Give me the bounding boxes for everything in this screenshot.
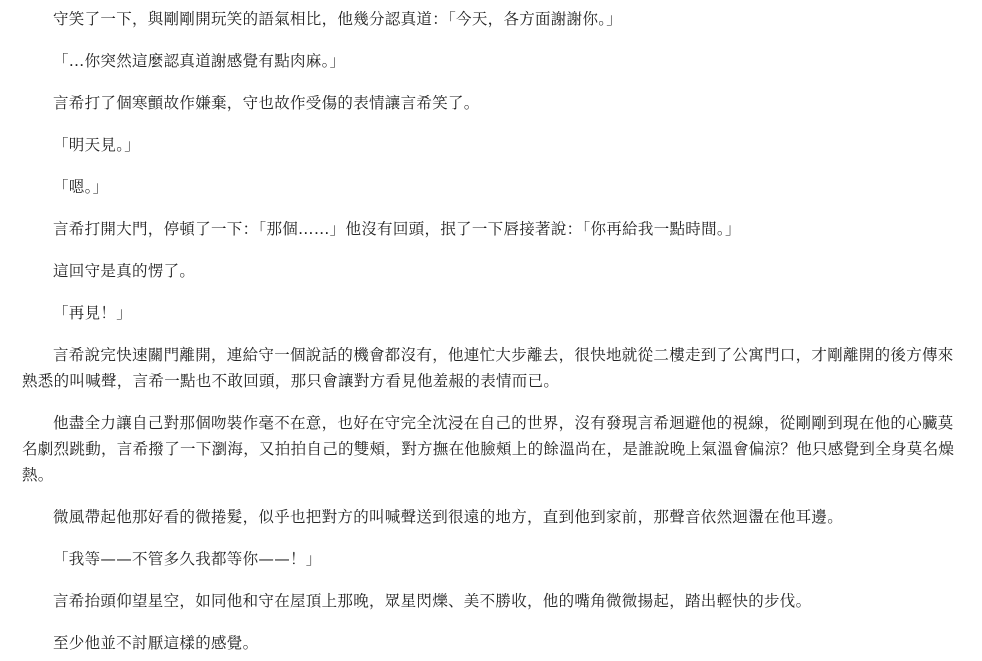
paragraph-6: 言希打開大門，停頓了一下：「那個……」他沒有回頭，抿了一下唇接著說：「你再給我一點時間。」	[53, 220, 741, 238]
paragraph-12: 「我等——不管多久我都等你——！」	[53, 550, 322, 568]
paragraph-2: 「…你突然這麼認真道謝感覺有點肉麻。」	[53, 52, 346, 70]
paragraph-14: 至少他並不討厭這樣的感覺。	[53, 634, 259, 652]
paragraph-3: 言希打了個寒顫故作嫌棄，守也故作受傷的表情讓言希笑了。	[53, 94, 480, 112]
paragraph-7: 這回守是真的愣了。	[53, 262, 196, 280]
paragraph-11: 微風帶起他那好看的微捲髮，似乎也把對方的叫喊聲送到很遠的地方，直到他到家前，那聲音依然迴盪在他耳邊。	[53, 508, 844, 526]
paragraph-9: 言希說完快速關門離開，連給守一個說話的機會都沒有，他連忙大步離去，很快地就從二樓走到了公寓門口，才剛離開的後方傳來熟悉的叫喊聲，言希一點也不敢回頭，那只會讓對方看見他羞赧的表情而已。	[22, 346, 954, 390]
paragraph-5: 「嗯。」	[53, 178, 109, 196]
paragraph-4: 「明天見。」	[53, 136, 141, 154]
paragraph-13: 言希抬頭仰望星空，如同他和守在屋頂上那晚，眾星閃爍、美不勝收，他的嘴角微微揚起，踏出輕快的步伐。	[53, 592, 812, 610]
paragraph-1: 守笑了一下，與剛剛開玩笑的語氣相比，他幾分認真道：「今天，各方面謝謝你。」	[53, 10, 623, 28]
paragraph-8: 「再見！」	[53, 304, 133, 322]
story-text	[22, 0, 972, 661]
paragraph-10: 他盡全力讓自己對那個吻裝作毫不在意，也好在守完全沈浸在自己的世界，沒有發現言希迴避他的視線，從剛剛到現在他的心臟莫名劇烈跳動，言希撥了一下瀏海，又拍拍自己的雙頰，對方撫在他臉頰上的餘溫尚在，是誰說晚上氣溫會偏涼？他只感覺到全身莫名燥熱。	[22, 414, 955, 484]
